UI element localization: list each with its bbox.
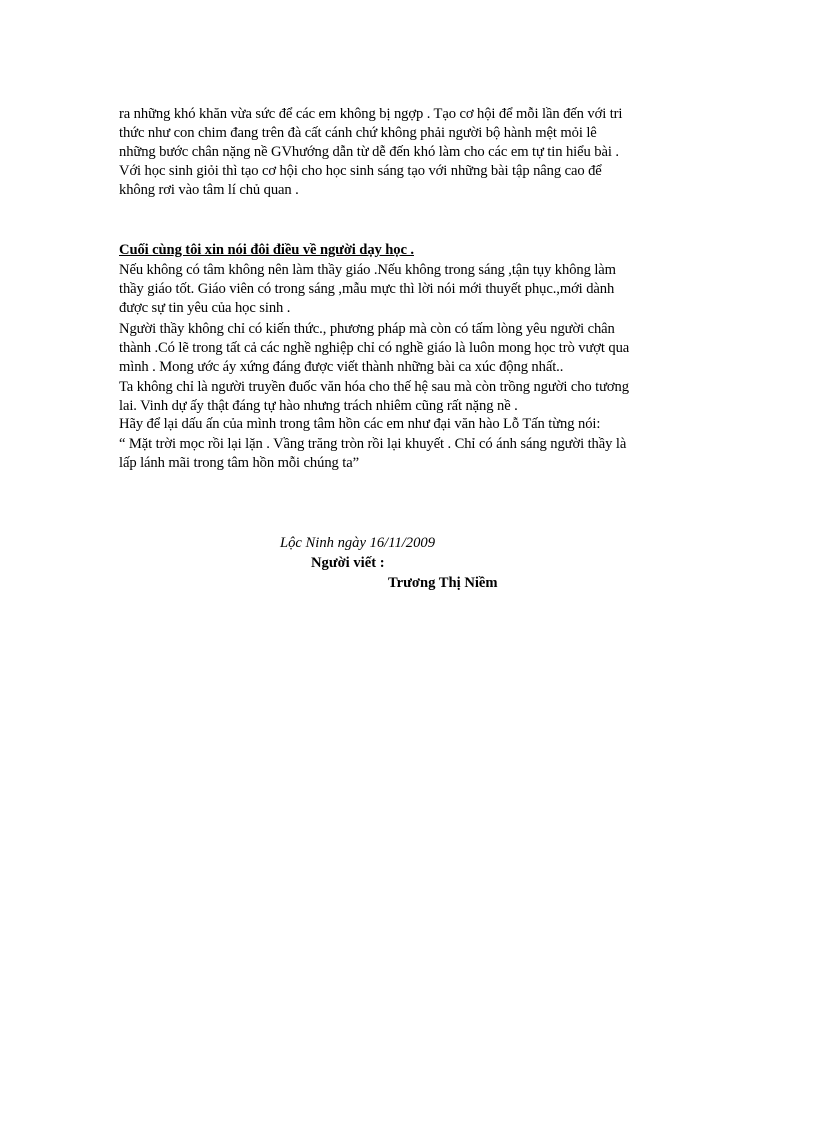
intro-line: thức như con chim đang trên đà cất cánh chứ không phải người bộ hành mệt mỏi lê	[119, 125, 597, 141]
closing-line: Ta không chỉ là người truyền đuốc văn hóa cho thế hệ sau mà còn trồng người cho tương	[119, 379, 629, 395]
closing-line: mình . Mong ước áy xứng đáng được viết thành những bài ca xúc động nhất..	[119, 359, 564, 375]
closing-line: Người thầy không chỉ có kiến thức., phương pháp mà còn có tấm lòng yêu người chân	[119, 321, 615, 337]
closing-heading: Cuối cùng tôi xin nói đôi điều về người dạy học .	[119, 242, 414, 258]
signature-author-name: Trương Thị Niềm	[388, 575, 498, 591]
closing-line: Nếu không có tâm không nên làm thầy giáo .Nếu không trong sáng ,tận tụy không làm	[119, 262, 616, 278]
closing-line: thầy giáo tốt. Giáo viên có trong sáng ,mẫu mực thì lời nói mới thuyết phục.,mới dành	[119, 281, 615, 297]
closing-line: lấp lánh mãi trong tâm hồn mỗi chúng ta”	[119, 455, 359, 471]
closing-line: Hãy để lại dấu ấn của mình trong tâm hồn các em như đại văn hào Lỗ Tấn từng nói:	[119, 416, 601, 432]
signature-author-label: Người viết :	[311, 555, 385, 571]
intro-line: không rơi vào tâm lí chủ quan .	[119, 182, 299, 198]
intro-line: Với học sinh giỏi thì tạo cơ hội cho học sinh sáng tạo với những bài tập nâng cao để	[119, 163, 602, 179]
closing-line: thành .Có lẽ trong tất cả các nghề nghiệp chỉ có nghề giáo là luôn mong học trò vượt qua	[119, 340, 630, 356]
closing-line: được sự tin yêu của học sinh .	[119, 300, 291, 316]
closing-line: “ Mặt trời mọc rồi lại lặn . Vầng trăng tròn rồi lại khuyết . Chỉ có ánh sáng người thầy là	[119, 436, 627, 452]
signature-date: Lộc Ninh ngày 16/11/2009	[280, 535, 435, 551]
intro-line: những bước chân nặng nề GVhướng dẫn từ dễ đến khó làm cho các em tự tin hiểu bài .	[119, 144, 619, 160]
intro-line: ra những khó khăn vừa sức để các em không bị ngợp . Tạo cơ hội để mỗi lần đến với tri	[119, 106, 623, 122]
closing-line: lai. Vinh dự ấy thật đáng tự hào nhưng trách nhiêm cũng rất nặng nề .	[119, 398, 518, 414]
